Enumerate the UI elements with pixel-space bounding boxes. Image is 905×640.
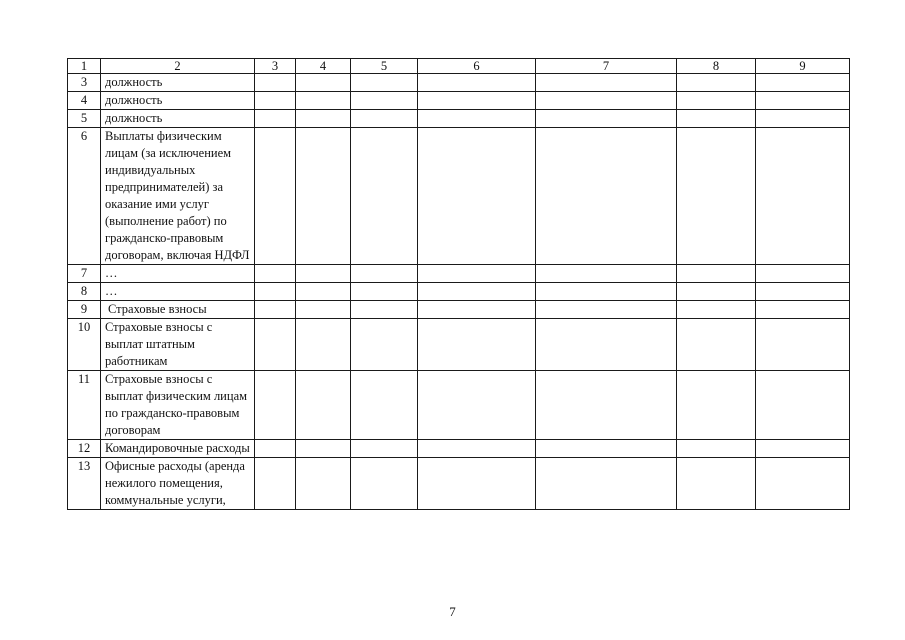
table-header-row: [68, 59, 850, 74]
row-number: 13: [68, 458, 101, 510]
table-cell: [677, 92, 756, 110]
table-cell: [255, 301, 296, 319]
table-cell: [351, 110, 418, 128]
table-cell: [677, 110, 756, 128]
table-cell: [677, 283, 756, 301]
table-cell: [756, 265, 850, 283]
table-cell: [255, 74, 296, 92]
table-cell: [756, 440, 850, 458]
table-cell: [351, 301, 418, 319]
row-description: должность: [101, 110, 255, 128]
row-description: Страховые взносы: [101, 301, 255, 319]
row-number: 5: [68, 110, 101, 128]
table-cell: [418, 74, 536, 92]
table-cell: [536, 110, 677, 128]
page-number: 7: [449, 604, 456, 619]
table-cell: [255, 92, 296, 110]
table-cell: [418, 265, 536, 283]
table-cell: [255, 110, 296, 128]
table-row: [68, 458, 850, 510]
budget-table: [67, 58, 850, 510]
column-header-6: 6: [418, 59, 536, 74]
table-cell: [756, 301, 850, 319]
column-header-1: 1: [68, 59, 101, 74]
table-row: [68, 110, 850, 128]
table-cell: [677, 440, 756, 458]
table-cell: [296, 458, 351, 510]
column-header-9: 9: [756, 59, 850, 74]
table-row: [68, 265, 850, 283]
table-cell: [296, 283, 351, 301]
table-cell: [536, 440, 677, 458]
table-row: [68, 301, 850, 319]
table-row: [68, 74, 850, 92]
table-cell: [418, 319, 536, 371]
table-cell: [296, 128, 351, 265]
row-number: 8: [68, 283, 101, 301]
table-cell: [296, 301, 351, 319]
row-number: 7: [68, 265, 101, 283]
table-cell: [536, 458, 677, 510]
table-row: [68, 319, 850, 371]
row-description: Выплаты физическим лицам (за исключением индивидуальных предпринимателей) за оказание ими услуг (выполнение работ) по гражданско-правовым договорам, включая НДФЛ: [101, 128, 255, 265]
table-cell: [296, 371, 351, 440]
row-number: 12: [68, 440, 101, 458]
table-cell: [351, 74, 418, 92]
table-cell: [677, 458, 756, 510]
row-description: …: [101, 265, 255, 283]
column-header-7: 7: [536, 59, 677, 74]
table-cell: [756, 458, 850, 510]
column-header-4: 4: [296, 59, 351, 74]
table-cell: [756, 371, 850, 440]
column-header-5: 5: [351, 59, 418, 74]
table-cell: [536, 301, 677, 319]
row-description: Офисные расходы (аренда нежилого помещения, коммунальные услуги,: [101, 458, 255, 510]
table-cell: [418, 92, 536, 110]
column-header-2: 2: [101, 59, 255, 74]
column-header-8: 8: [677, 59, 756, 74]
table-row: [68, 128, 850, 265]
row-number: 9: [68, 301, 101, 319]
table-cell: [296, 74, 351, 92]
row-number: 11: [68, 371, 101, 440]
table-cell: [255, 319, 296, 371]
table-cell: [536, 371, 677, 440]
table-cell: [296, 110, 351, 128]
row-description: …: [101, 283, 255, 301]
table-cell: [351, 458, 418, 510]
table-cell: [351, 319, 418, 371]
table-cell: [418, 128, 536, 265]
table-cell: [351, 283, 418, 301]
table-row: [68, 371, 850, 440]
table-cell: [296, 265, 351, 283]
table-cell: [677, 128, 756, 265]
table-cell: [756, 128, 850, 265]
table-cell: [536, 319, 677, 371]
table-cell: [255, 128, 296, 265]
table-cell: [677, 371, 756, 440]
row-description: Страховые взносы с выплат штатным работникам: [101, 319, 255, 371]
table-cell: [351, 128, 418, 265]
row-description: Командировочные расходы: [101, 440, 255, 458]
table-cell: [536, 74, 677, 92]
table-cell: [536, 128, 677, 265]
table-cell: [756, 319, 850, 371]
row-number: 6: [68, 128, 101, 265]
table-cell: [351, 371, 418, 440]
table-cell: [296, 440, 351, 458]
table-cell: [418, 110, 536, 128]
row-number: 3: [68, 74, 101, 92]
table-cell: [418, 301, 536, 319]
table-cell: [255, 371, 296, 440]
row-description: должность: [101, 74, 255, 92]
row-number: 4: [68, 92, 101, 110]
table-row: [68, 92, 850, 110]
table-cell: [756, 110, 850, 128]
table-cell: [418, 371, 536, 440]
row-description: должность: [101, 92, 255, 110]
table-cell: [255, 440, 296, 458]
table-cell: [351, 92, 418, 110]
table-row: [68, 283, 850, 301]
table-cell: [756, 74, 850, 92]
table-cell: [536, 265, 677, 283]
table-cell: [536, 92, 677, 110]
table-cell: [756, 283, 850, 301]
row-number: 10: [68, 319, 101, 371]
table-cell: [418, 440, 536, 458]
table-cell: [255, 265, 296, 283]
table-cell: [255, 458, 296, 510]
row-description: Страховые взносы с выплат физическим лицам по гражданско-правовым договорам: [101, 371, 255, 440]
table-row: [68, 440, 850, 458]
column-header-3: 3: [255, 59, 296, 74]
table-cell: [418, 458, 536, 510]
table-cell: [677, 319, 756, 371]
table-cell: [756, 92, 850, 110]
table-cell: [418, 283, 536, 301]
table-cell: [536, 283, 677, 301]
table-cell: [677, 301, 756, 319]
table-cell: [351, 265, 418, 283]
table-cell: [677, 265, 756, 283]
table-cell: [255, 283, 296, 301]
table-cell: [351, 440, 418, 458]
table-cell: [296, 319, 351, 371]
table-cell: [677, 74, 756, 92]
table-cell: [296, 92, 351, 110]
